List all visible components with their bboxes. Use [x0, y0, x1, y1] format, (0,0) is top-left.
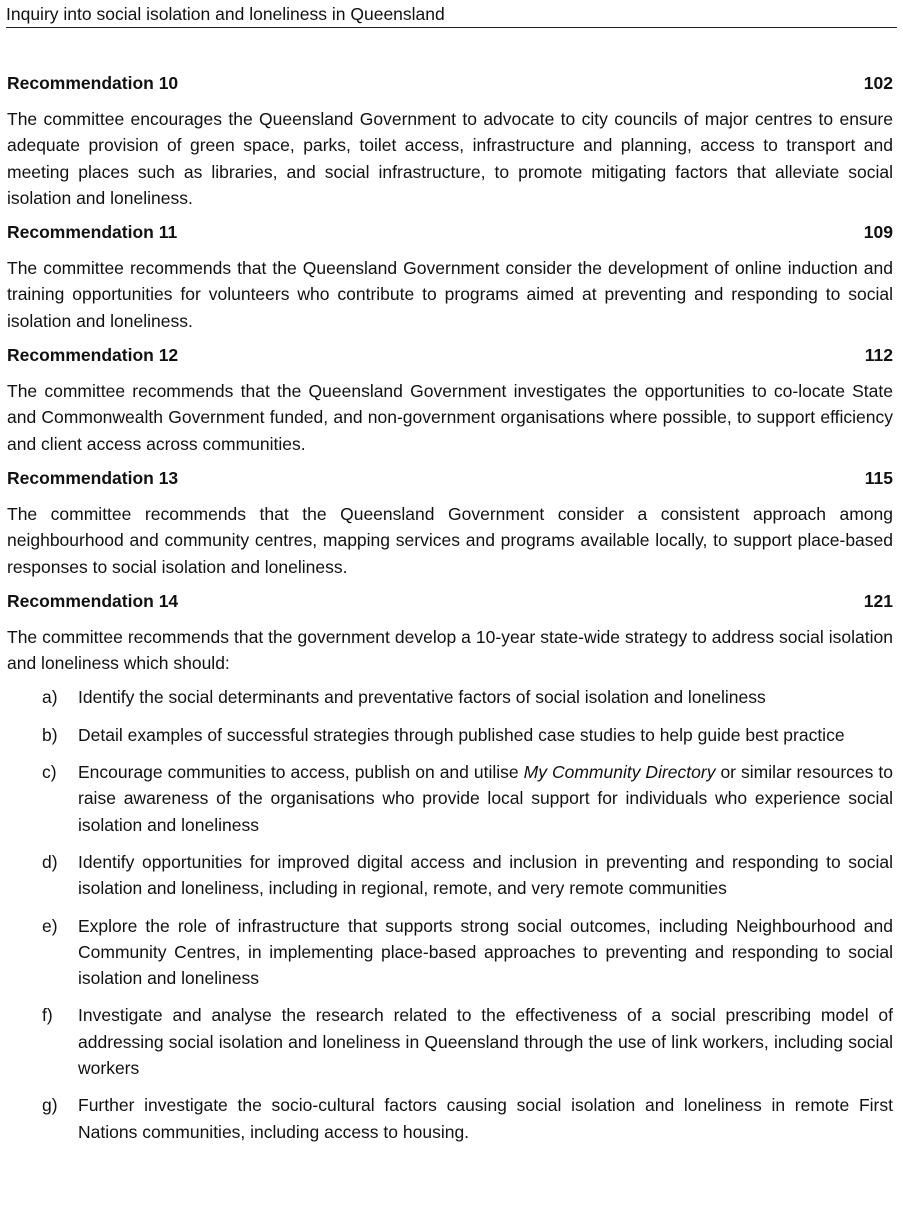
list-item: [7, 684, 893, 710]
recommendation-label: Recommendation 14: [7, 590, 179, 611]
recommendation-13: [7, 465, 893, 580]
list-item: [7, 759, 893, 838]
recommendation-12: [7, 342, 893, 457]
page-number: 115: [864, 467, 893, 488]
strategy-list: [7, 684, 893, 1144]
list-item-text-start: Encourage communities to access, publish on and utilise: [78, 762, 524, 783]
page-number: 102: [863, 73, 893, 93]
list-item-text-end: or similar resources to raise awareness of the organisations who provide local support for individuals who experience social isolation and loneliness: [78, 762, 893, 835]
recommendation-text: The committee recommends that the Queensland Government investigates the opportunities to co-locate State and Commonwealth Government funded, and non-government organisations where possible, to support efficiency and client access across communities.: [7, 381, 893, 454]
list-marker: g): [42, 1095, 58, 1116]
list-marker: e): [42, 915, 58, 936]
recommendation-heading: [7, 219, 893, 245]
list-marker: c): [42, 762, 57, 783]
list-item-text: Identify the social determinants and preventative factors of social isolation and loneliness: [78, 687, 766, 708]
list-item: [7, 1092, 893, 1145]
list-marker: d): [42, 851, 58, 872]
list-marker: a): [42, 687, 58, 708]
recommendation-14: [7, 588, 893, 1145]
list-marker: f): [42, 1005, 53, 1026]
recommendation-heading: [7, 70, 893, 96]
recommendation-heading: [7, 588, 893, 614]
list-item: [7, 913, 893, 992]
page-number: 109: [863, 222, 893, 243]
list-item-text: Detail examples of successful strategies through published case studies to help guide best practice: [78, 724, 845, 745]
document-title: Inquiry into social isolation and loneliness in Queensland: [6, 4, 445, 24]
document-body: [7, 70, 893, 1156]
recommendation-text: The committee recommends that the government develop a 10-year state-wide strategy to address social isolation and loneliness which should:: [7, 626, 893, 674]
publication-title: My Community Directory: [523, 762, 716, 783]
recommendation-11: [7, 219, 893, 334]
recommendation-heading: [7, 465, 893, 491]
list-item: [7, 1002, 893, 1081]
recommendation-heading: [7, 342, 893, 368]
recommendation-text: The committee encourages the Queensland Government to advocate to city councils of major centres to ensure adequate provision of green space, parks, toilet access, infrastructure and planning, access to transport and meeting places such as libraries, and social infrastructure, to promote mitigating factors that alleviate social isolation and loneliness.: [7, 109, 893, 208]
list-item-text: [78, 759, 893, 838]
list-item: [7, 722, 893, 748]
recommendation-label: Recommendation 10: [7, 73, 179, 93]
list-item-text: Identify opportunities for improved digital access and inclusion in preventing and responding to social isolation and loneliness, including in regional, remote, and very remote communities: [78, 851, 893, 899]
list-item-text: Further investigate the socio-cultural factors causing social isolation and loneliness in remote First Nations communities, including access to housing.: [78, 1095, 893, 1142]
list-marker: b): [42, 724, 58, 745]
page-number: 112: [864, 345, 893, 366]
recommendation-label: Recommendation 11: [7, 222, 178, 243]
list-item-text: Investigate and analyse the research related to the effectiveness of a social prescribing model of addressing social isolation and loneliness in Queensland through the use of link workers, including social workers: [78, 1005, 893, 1079]
recommendation-label: Recommendation 13: [7, 467, 179, 488]
page-header: [6, 2, 897, 28]
list-item-text: Explore the role of infrastructure that supports strong social outcomes, including Neighbourhood and Community Centres, in implementing place-based approaches to preventing and responding to social isolation and loneliness: [78, 915, 893, 989]
page-number: 121: [863, 590, 893, 611]
list-item: [7, 849, 893, 902]
recommendation-text: The committee recommends that the Queensland Government consider the development of online induction and training opportunities for volunteers who contribute to programs aimed at preventing and responding to social isolation and loneliness.: [7, 258, 893, 331]
recommendation-label: Recommendation 12: [7, 345, 179, 366]
recommendation-10: [7, 70, 893, 211]
recommendation-text: The committee recommends that the Queensland Government consider a consistent approach among neighbourhood and community centres, mapping services and programs available locally, to support place-based responses to social isolation and loneliness.: [7, 503, 893, 577]
